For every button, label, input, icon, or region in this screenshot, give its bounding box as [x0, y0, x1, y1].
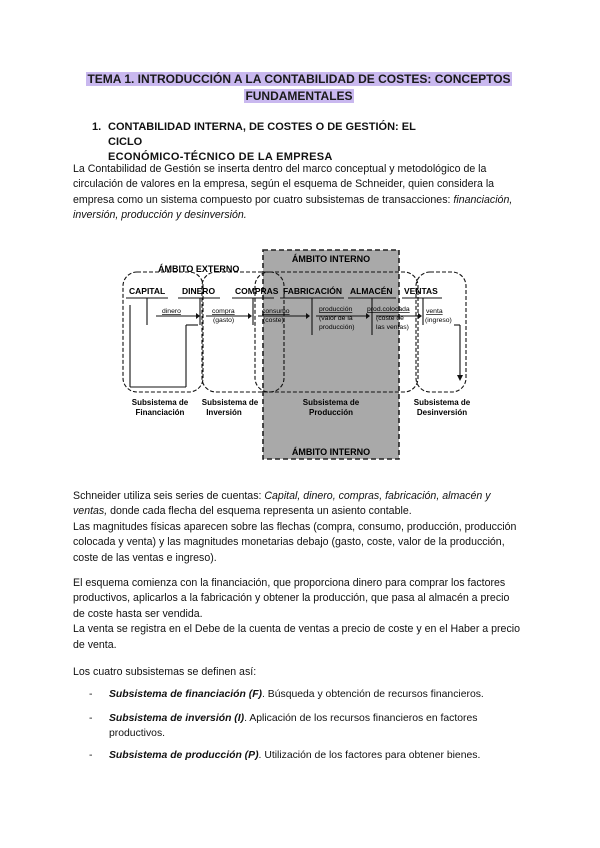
para3-line2: La venta se registra en el Debe de la cuenta de ventas a precio de coste y en el Haber a precio de venta.	[73, 623, 520, 651]
title-line-2: FUNDAMENTALES	[245, 89, 353, 103]
account-fabricacion: FABRICACIÓN	[283, 286, 343, 296]
sub-fin-2: Financiación	[135, 408, 185, 417]
flow-produccion: producción	[319, 306, 353, 313]
sub-des-2: Desinversión	[416, 408, 468, 417]
bullet-text: . Búsqueda y obtención de recursos financieros.	[262, 689, 484, 700]
flow-ingreso: (ingreso)	[425, 317, 452, 324]
intro-text: La Contabilidad de Gestión se inserta dentro del marco conceptual y metodológico de la circulación de valores en la empresa, según el esquema de Schneider, quien considera la empresa como un sistema compuesto por cuatro subsistemas de transacciones:	[73, 163, 495, 206]
bullet-dash: -	[89, 713, 93, 724]
section-title-line-2: ECONÓMICO-TÉCNICO DE LA EMPRESA	[108, 151, 333, 163]
flow-costede: (coste de	[376, 315, 404, 322]
flow-coste: (coste)	[263, 317, 284, 324]
sub-prod-2: Producción	[308, 408, 354, 417]
account-almacen: ALMACÉN	[350, 286, 393, 296]
sub-fin-1: Subsistema de	[131, 398, 189, 407]
account-compras: COMPRAS	[235, 286, 279, 296]
account-capital: CAPITAL	[129, 286, 166, 296]
bullet-bold: Subsistema de financiación (F)	[109, 689, 263, 700]
para2-rest: donde cada flecha del esquema representa un asiento contable.	[110, 505, 412, 518]
sub-inv-1: Subsistema de	[201, 398, 259, 407]
ambito-interno-bottom-label: ÁMBITO INTERNO	[291, 447, 371, 457]
intro-paragraph	[73, 162, 523, 224]
sub-inv-2: Inversión	[206, 408, 242, 417]
sub-prod-1: Subsistema de	[302, 398, 360, 407]
bullet-bold: Subsistema de inversión (I)	[109, 713, 245, 724]
section-title-line-1: CONTABILIDAD INTERNA, DE COSTES O DE GESTIÓN: EL CICLO	[108, 121, 416, 148]
flow-compra: compra	[212, 308, 235, 315]
paragraph-accounts	[73, 489, 523, 566]
intro-italic: financiación, inversión, producción y desinversión.	[73, 193, 513, 222]
flow-consumo: consumo	[262, 308, 290, 315]
flow-valor: (valor de la	[319, 315, 353, 322]
account-ventas: VENTAS	[404, 286, 438, 296]
title-line-1: TEMA 1. INTRODUCCIÓN A LA CONTABILIDAD DE COSTES: CONCEPTOS	[87, 72, 511, 86]
paragraph-scheme	[73, 576, 523, 653]
ambito-externo-label: ÁMBITO EXTERNO	[158, 264, 240, 274]
sub-des-1: Subsistema de	[413, 398, 471, 407]
bullet-bold: Subsistema de producción (P)	[109, 750, 259, 761]
para2-lead: Schneider utiliza seis series de cuentas:	[73, 490, 262, 502]
ambito-interno-top-label: ÁMBITO INTERNO	[291, 254, 371, 264]
document-title	[84, 71, 514, 105]
flow-prodcoloc: prod.colocada	[367, 306, 410, 313]
flow-venta: venta	[426, 308, 443, 315]
flow-dinero: dinero	[162, 308, 181, 315]
flow-produccion2: producción)	[319, 324, 355, 331]
bullet-dash: -	[89, 750, 93, 761]
section-number: 1.	[92, 121, 102, 133]
ambito-interno-area	[263, 250, 399, 459]
bullet-text: . Utilización de los factores para obtener bienes.	[258, 750, 481, 761]
account-dinero: DINERO	[182, 286, 216, 296]
flow-lasventas: las ventas)	[376, 324, 409, 331]
para3-text: El esquema comienza con la financiación, que proporciona dinero para comprar los factores productivos, aplicarlos a la fabricación y obtener la producción, que pasa al almacén a precio de coste hasta ser vendida.	[73, 577, 510, 620]
para2-italic: Capital, dinero, compras, fabricación, almacén y ventas,	[73, 490, 491, 518]
schneider-diagram	[120, 247, 480, 462]
para2-line2: Las magnitudes físicas aparecen sobre las flechas (compra, consumo, producción, producción colocada y venta) y las magnitudes monetarias debajo (gasto, coste, valor de la producción, coste de las ventas e ingreso).	[73, 520, 517, 564]
bullet-text: . Aplicación de los recursos financieros en factores productivos.	[109, 713, 478, 739]
paragraph-subsystems-intro: Los cuatro subsistemas se definen así:	[73, 666, 257, 678]
bullet-dash: -	[89, 689, 93, 700]
flow-gasto: (gasto)	[213, 317, 235, 324]
